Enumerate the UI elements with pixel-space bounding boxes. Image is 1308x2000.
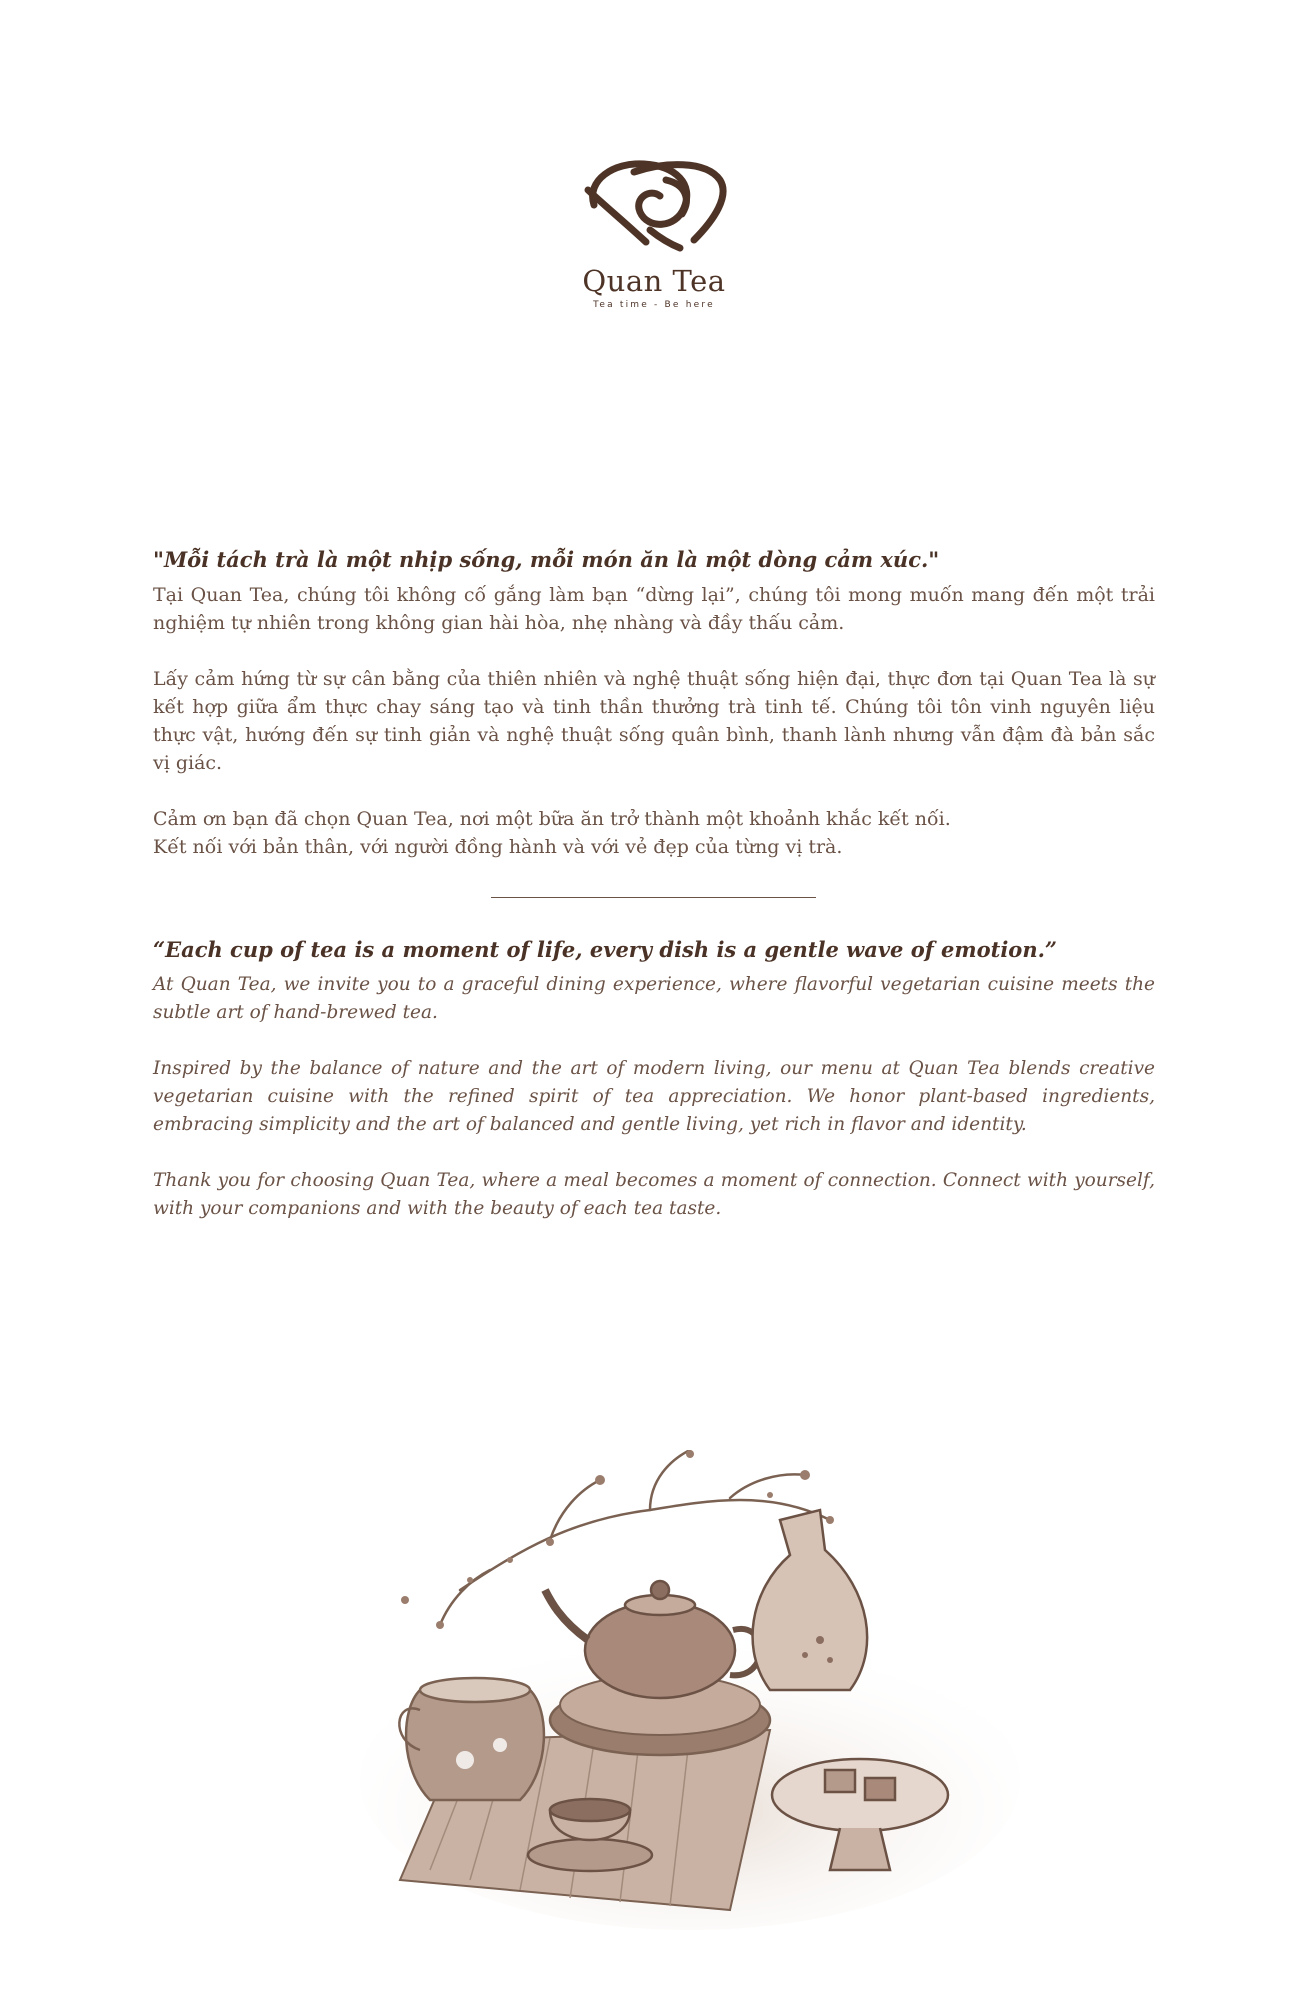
- paragraph-line: Kết nối với bản thân, với người đồng hành và với vẻ đẹp của từng vị trà.: [153, 836, 843, 858]
- paragraph-line: Lấy cảm hứng từ sự cân bằng của thiên nhiên và nghệ thuật sống hiện đại, thực đơn tại Quan Tea là sự kết hợp giữa ẩm thực chay sáng tạo và tinh thần thưởng trà tinh tế. Chúng tôi tôn vinh nguyên liệu thực vật, hướng đến sự tinh giản và nghệ thuật sống quân bình, thanh lành nhưng vẫn đậm đà bản sắc vị giác.: [153, 668, 1155, 774]
- brand-tagline: Tea time - Be here: [593, 300, 715, 310]
- tea-set-illustration: [350, 1450, 1030, 1934]
- vietnamese-paragraph-1: [153, 581, 1155, 637]
- section-divider: [491, 897, 816, 898]
- vietnamese-section: [153, 545, 1155, 889]
- brand-name: Quan Tea: [582, 264, 726, 298]
- tea-set-illustration-icon: [350, 1450, 1030, 1930]
- paragraph-line: At Quan Tea, we invite you to a graceful dining experience, where flavorful vegetarian cuisine meets the subtle art of hand-brewed tea.: [153, 974, 1155, 1023]
- swirl-logo-icon: [574, 150, 734, 260]
- english-paragraph-2: [153, 1055, 1155, 1139]
- paragraph-line: Inspired by the balance of nature and the art of modern living, our menu at Quan Tea blends creative vegetarian cuisine with the refined spirit of tea appreciation. We honor plant-based ingredients, embracing simplicity and the art of balanced and gentle living, yet rich in flavor and identity.: [153, 1058, 1155, 1135]
- english-section: [153, 935, 1155, 1251]
- paragraph-line: Cảm ơn bạn đã chọn Quan Tea, nơi một bữa ăn trở thành một khoảnh khắc kết nối.: [153, 808, 951, 830]
- vietnamese-quote: "Mỗi tách trà là một nhịp sống, mỗi món ăn là một dòng cảm xúc.": [153, 547, 940, 572]
- vietnamese-paragraph-2: [153, 665, 1155, 777]
- english-paragraph-3: [153, 1167, 1155, 1223]
- english-quote: “Each cup of tea is a moment of life, every dish is a gentle wave of emotion.”: [153, 937, 1057, 962]
- brand-logo: [0, 150, 1308, 310]
- paragraph-line: Thank you for choosing Quan Tea, where a meal becomes a moment of connection. Connect with yourself, with your companions and with the beauty of each tea taste.: [153, 1170, 1155, 1219]
- english-paragraph-1: [153, 971, 1155, 1027]
- vietnamese-paragraph-3: [153, 805, 1155, 861]
- paragraph-line: Tại Quan Tea, chúng tôi không cố gắng làm bạn “dừng lại”, chúng tôi mong muốn mang đến một trải nghiệm tự nhiên trong không gian hài hòa, nhẹ nhàng và đầy thấu cảm.: [153, 584, 1155, 634]
